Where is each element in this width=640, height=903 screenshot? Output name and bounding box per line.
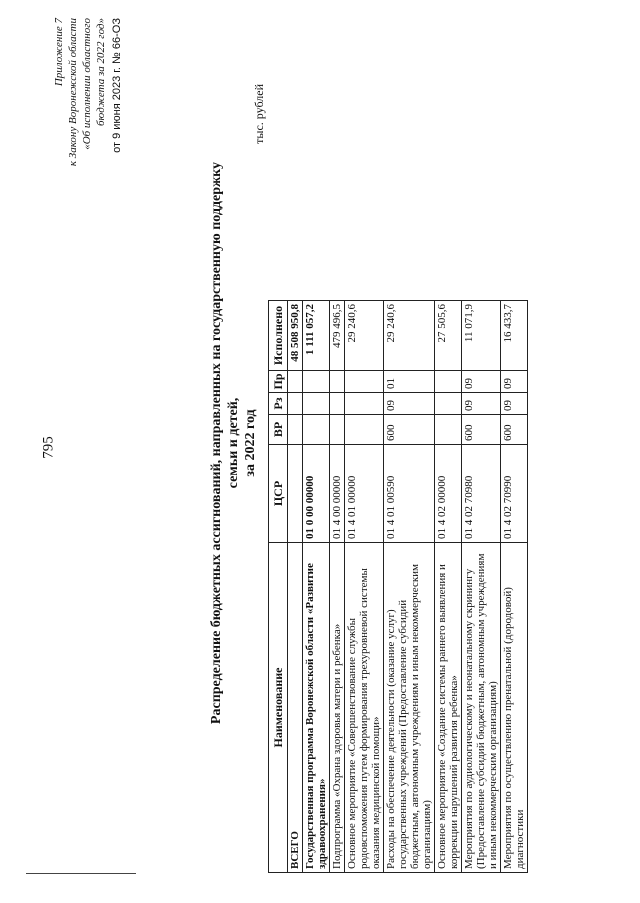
cell-vr (330, 415, 345, 445)
cell-executed: 479 496,5 (330, 301, 345, 371)
cell-executed: 29 240,6 (384, 301, 435, 371)
cell-rz (288, 393, 303, 415)
cell-name: Государственная программа Воронежской области «Развитие здравоохранения» (303, 543, 330, 873)
cell-pr: 09 (462, 371, 501, 393)
cell-rz (435, 393, 462, 415)
appendix-line: Приложение 7 (53, 18, 65, 87)
cell-vr (435, 415, 462, 445)
cell-rz: 09 (462, 393, 501, 415)
cell-executed: 29 240,6 (345, 301, 384, 371)
units-label: тыс. рублей (252, 84, 266, 144)
cell-name: Основное мероприятие «Совершенствование службы родовспоможения путем формирования трехуровневой системы оказания медицинской помощи» (345, 543, 384, 873)
cell-rz: 09 (501, 393, 528, 415)
cell-name: Расходы на обеспечение деятельности (оказание услуг) государственных учреждений (Предоставление субсидий бюджетным, автономным учреждениям и иным некоммерческим организациям) (384, 543, 435, 873)
appendix-line: «Об исполнении областного (81, 18, 93, 150)
appendix-line: бюджета за 2022 год» (95, 18, 107, 127)
table-row (462, 301, 501, 873)
cell-csr: 01 4 02 70980 (462, 445, 501, 543)
document-title (208, 143, 259, 743)
cell-name: ВСЕГО (288, 543, 303, 873)
table-row (501, 301, 528, 873)
cell-executed: 11 071,9 (462, 301, 501, 371)
header-rz: Рз (269, 393, 288, 415)
title-line-2: за 2022 год (243, 409, 258, 477)
cell-rz (345, 393, 384, 415)
budget-table (268, 300, 528, 873)
cell-pr (303, 371, 330, 393)
header-pr: Пр (269, 371, 288, 393)
table-row (435, 301, 462, 873)
title-line-1: Распределение бюджетных ассигнований, направленных на государственную поддержку семьи и детей, (209, 161, 241, 725)
cell-rz (330, 393, 345, 415)
cell-pr: 09 (501, 371, 528, 393)
appendix-block (52, 18, 124, 166)
cell-executed: 16 433,7 (501, 301, 528, 371)
header-executed: Исполнено (269, 301, 288, 371)
cell-executed: 1 111 057,2 (303, 301, 330, 371)
cell-name: Мероприятия по аудиологическому и неонатальному скринингу (Предоставление субсидий бюджетным, автономным учреждениям и иным некоммерческим организациям) (462, 543, 501, 873)
cell-vr: 600 (501, 415, 528, 445)
table-row (384, 301, 435, 873)
cell-vr (345, 415, 384, 445)
cell-rz: 09 (384, 393, 435, 415)
cell-csr: 01 0 00 00000 (303, 445, 330, 543)
cell-executed: 48 508 950,8 (288, 301, 303, 371)
cell-name: Подпрограмма «Охрана здоровья матери и ребенка» (330, 543, 345, 873)
cell-vr: 600 (462, 415, 501, 445)
header-csr: ЦСР (269, 445, 288, 543)
cell-vr: 600 (384, 415, 435, 445)
cell-csr: 01 4 02 70990 (501, 445, 528, 543)
cell-csr: 01 4 02 00000 (435, 445, 462, 543)
cell-pr: 01 (384, 371, 435, 393)
table-row (330, 301, 345, 873)
cell-pr (288, 371, 303, 393)
cell-csr (288, 445, 303, 543)
cell-pr (435, 371, 462, 393)
appendix-line: к Закону Воронежской области (67, 18, 79, 167)
cell-name: Мероприятия по осуществлению пренатальной (дородовой) диагностики (501, 543, 528, 873)
cell-vr (303, 415, 330, 445)
cell-csr: 01 4 00 00000 (330, 445, 345, 543)
table-row (345, 301, 384, 873)
cell-rz (303, 393, 330, 415)
table-header-row (269, 301, 288, 873)
cell-vr (288, 415, 303, 445)
cell-csr: 01 4 01 00590 (384, 445, 435, 543)
cell-csr: 01 4 01 00000 (345, 445, 384, 543)
cell-pr (345, 371, 384, 393)
header-name: Наименование (269, 543, 288, 873)
table-row (288, 301, 303, 873)
appendix-dateline: от 9 июня 2023 г. № 66-ОЗ (111, 18, 123, 153)
cell-pr (330, 371, 345, 393)
table-row (303, 301, 330, 873)
page-number: 795 (40, 436, 57, 459)
cell-name: Основное мероприятие «Создание системы раннего выявления и коррекции нарушений развития ребенка» (435, 543, 462, 873)
cell-executed: 27 505,6 (435, 301, 462, 371)
header-vr: ВР (269, 415, 288, 445)
